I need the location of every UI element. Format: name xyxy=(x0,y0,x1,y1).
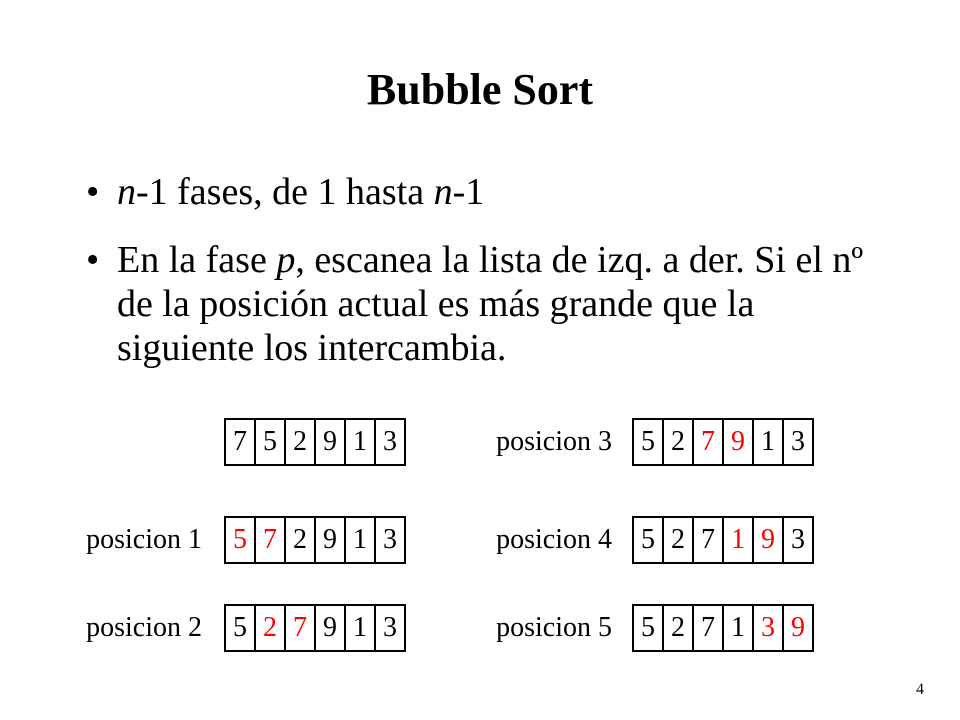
bullet-text-italic: p xyxy=(276,239,296,281)
array-cell: 5 xyxy=(226,518,256,562)
array-cell: 2 xyxy=(664,420,694,464)
array-cell: 5 xyxy=(634,606,664,650)
bullet-item-1 xyxy=(86,170,886,214)
array-row xyxy=(0,418,960,466)
bullet-text xyxy=(117,170,886,214)
slide-title: Bubble Sort xyxy=(366,65,594,114)
array-cell: 2 xyxy=(256,606,286,650)
array-cell: 5 xyxy=(634,420,664,464)
array-cell: 7 xyxy=(694,420,724,464)
page-number: 4 xyxy=(916,681,924,698)
array-row-label: posicion 1 xyxy=(86,524,202,555)
array-cells xyxy=(632,604,814,652)
bullet-marker: • xyxy=(86,239,100,281)
bullet-text-run: -1 xyxy=(452,171,485,213)
array-cell: 1 xyxy=(754,420,784,464)
array-cell: 7 xyxy=(226,420,256,464)
bullet-text-italic: n xyxy=(117,171,136,213)
bullet-item-2 xyxy=(86,238,886,370)
array-cell: 3 xyxy=(791,426,805,457)
array-cell: 9 xyxy=(316,518,346,562)
array-cell: 9 xyxy=(316,420,346,464)
array-cell: 3 xyxy=(383,524,397,555)
array-cell: 9 xyxy=(754,518,784,562)
array-cell: 2 xyxy=(664,518,694,562)
array-cell: 5 xyxy=(226,606,256,650)
array-row-label: posicion 4 xyxy=(496,524,612,555)
array-cell: 9 xyxy=(316,606,346,650)
bullet-text-run: -1 fases, de 1 hasta xyxy=(136,171,434,213)
bullet-text-run: En la fase xyxy=(117,239,277,281)
array-cell: 3 xyxy=(383,426,397,457)
array-cell: 5 xyxy=(256,420,286,464)
array-cells xyxy=(632,418,814,466)
array-cell: 7 xyxy=(694,518,724,562)
bullet-text-run: , escanea la lista de izq. a der. Si el nº de la posición actual es más grande que la siguiente los intercambia. xyxy=(117,239,864,369)
array-cell: 3 xyxy=(754,606,784,650)
array-cell: 7 xyxy=(694,606,724,650)
array-cell: 7 xyxy=(286,606,316,650)
array-cell: 1 xyxy=(346,606,376,650)
array-row xyxy=(0,604,960,652)
bullet-text-italic: n xyxy=(433,171,453,213)
array-row-label: posicion 5 xyxy=(496,612,612,643)
array-row-label: posicion 3 xyxy=(496,426,612,457)
array-cell: 1 xyxy=(346,518,376,562)
array-row xyxy=(0,516,960,564)
array-cell: 9 xyxy=(791,612,805,643)
array-cell: 3 xyxy=(791,524,805,555)
array-cell: 1 xyxy=(724,606,754,650)
array-cell: 5 xyxy=(634,518,664,562)
array-cells xyxy=(632,516,814,564)
bullet-text xyxy=(117,238,886,370)
array-cell: 1 xyxy=(346,420,376,464)
array-cell: 2 xyxy=(286,420,316,464)
array-cell: 9 xyxy=(724,420,754,464)
array-cell: 7 xyxy=(256,518,286,562)
bullet-marker: • xyxy=(86,171,100,213)
array-cell: 2 xyxy=(664,606,694,650)
array-cell: 1 xyxy=(724,518,754,562)
array-cell: 3 xyxy=(383,612,397,643)
array-cell: 2 xyxy=(286,518,316,562)
array-row-label: posicion 2 xyxy=(86,612,202,643)
